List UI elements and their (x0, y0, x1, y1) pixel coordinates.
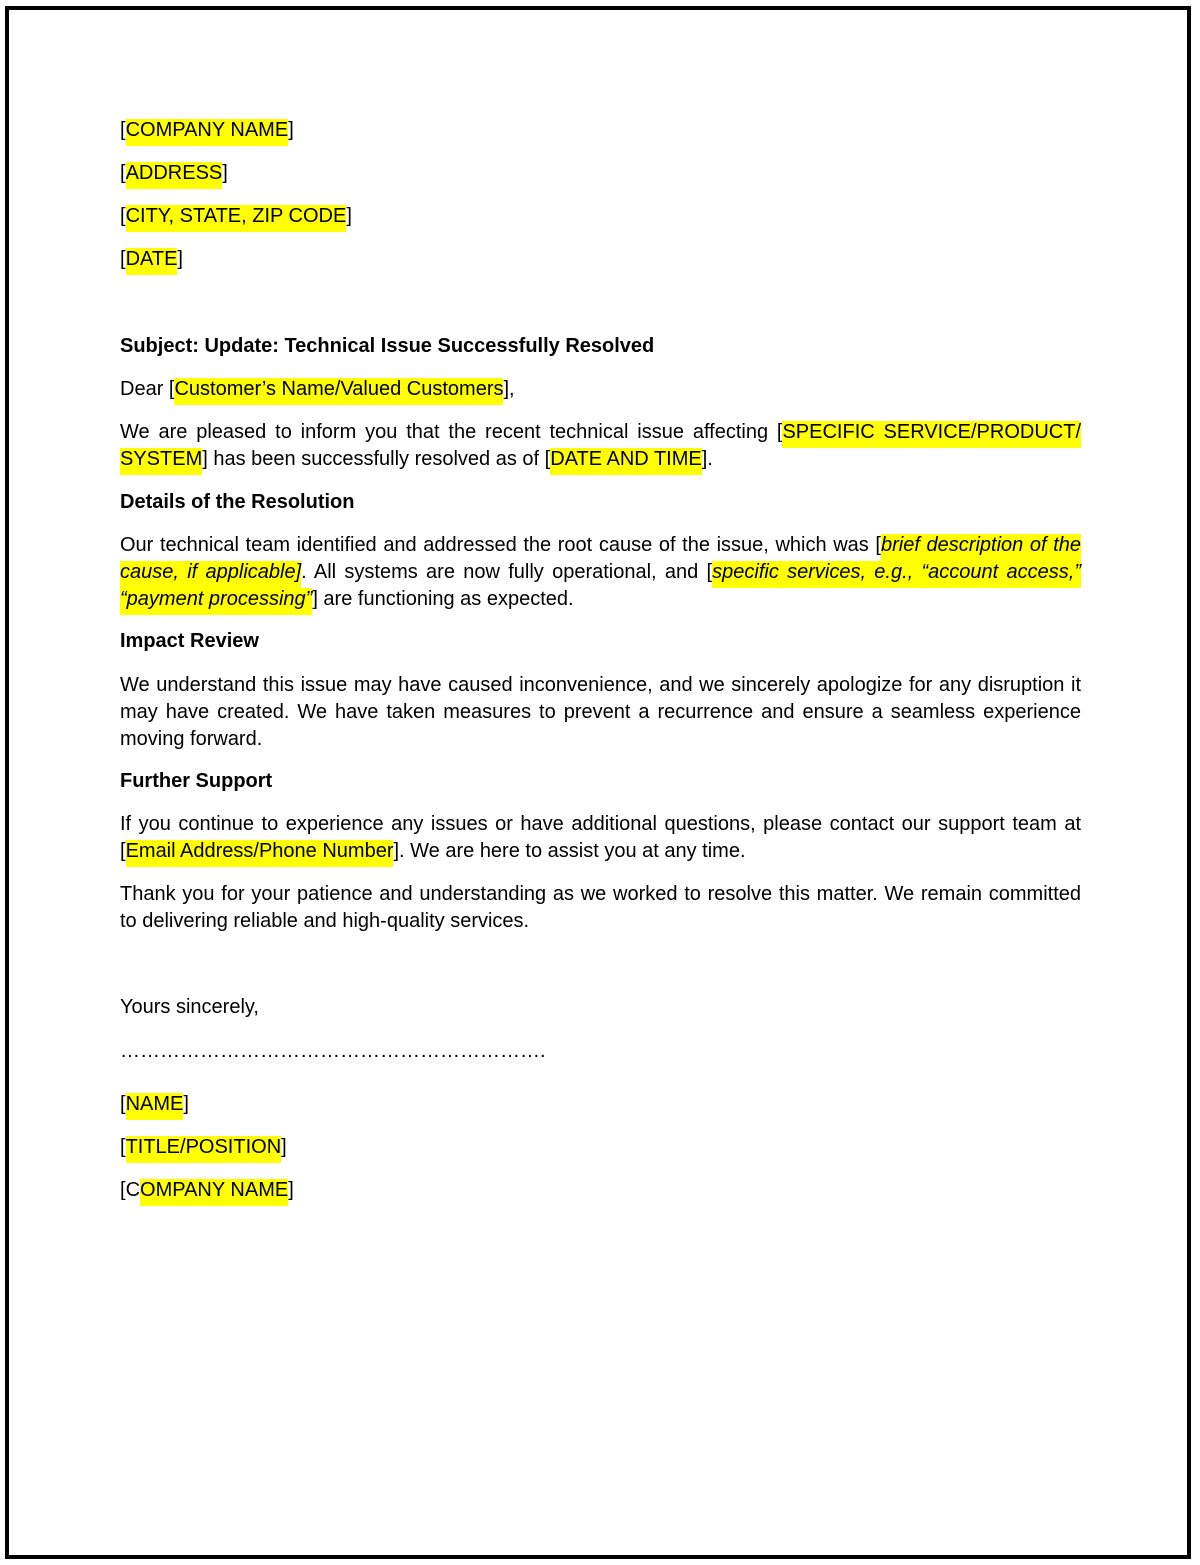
greeting-line (120, 376, 515, 403)
support-heading: Further Support (120, 770, 273, 792)
closing-paragraph: Thank you for your patience and understanding as we worked to resolve this matter. We remain committed to delivering reliable and high-quality services. (120, 883, 1081, 932)
header-city-line: [CITY, STATE, ZIP CODE] (120, 203, 352, 230)
recipient-placeholder: Customer’s Name/Valued Customers (174, 378, 503, 405)
intro-paragraph (120, 419, 1081, 473)
service-placeholder: SPECIFIC SERVICE/PRODUCT/ SYSTEM (120, 421, 1081, 475)
subject-line: Subject: Update: Technical Issue Successfully Resolved (120, 335, 655, 357)
city-state-zip-placeholder: CITY, STATE, ZIP CODE (126, 205, 347, 232)
title-placeholder: TITLE/POSITION (126, 1136, 282, 1163)
intro-text-3: ]. (701, 448, 713, 470)
contact-placeholder: Email Address/Phone Number (126, 840, 394, 867)
services-placeholder: specific services, e.g., “account access,” “payment processing” (120, 561, 1081, 615)
signature-line: ………………………………………………………. (120, 1040, 546, 1062)
intro-text-2: ] has been successfully resolved as of [ (202, 448, 551, 470)
signoff: Yours sincerely, (120, 996, 259, 1018)
signature-company-prefix: C (125, 1179, 141, 1201)
company-name-placeholder: COMPANY NAME (126, 119, 289, 146)
details-paragraph (120, 532, 1081, 613)
intro-text-1: We are pleased to inform you that the recent technical issue affecting [ (120, 421, 783, 443)
signature-title-line: [TITLE/POSITION] (120, 1134, 287, 1161)
signature-company-placeholder: OMPANY NAME (140, 1179, 288, 1206)
greeting-prefix: Dear [ (120, 378, 175, 400)
name-placeholder: NAME (126, 1093, 184, 1120)
cause-placeholder: brief description of the cause, if applicable] (120, 534, 1081, 588)
greeting-suffix: ], (503, 378, 515, 400)
support-text-1: If you continue to experience any issues or have additional questions, please contact our support team at [ (120, 813, 1081, 862)
header-company-line: [COMPANY NAME] (120, 117, 294, 144)
signature-company-line: [COMPANY NAME] (120, 1177, 294, 1204)
header-address-line: [ADDRESS] (120, 160, 228, 187)
date-time-placeholder: DATE AND TIME (550, 448, 702, 475)
details-text-2: . All systems are now fully operational, and [ (301, 561, 713, 583)
address-placeholder: ADDRESS (126, 162, 223, 189)
support-paragraph (120, 811, 1081, 865)
signature-name-line: [NAME] (120, 1091, 189, 1118)
date-placeholder: DATE (126, 248, 178, 275)
details-text-1: Our technical team identified and addressed the root cause of the issue, which was [ (120, 534, 881, 556)
support-text-2: ]. We are here to assist you at any time. (393, 840, 746, 862)
header-date-line: [DATE] (120, 246, 183, 273)
impact-paragraph: We understand this issue may have caused inconvenience, and we sincerely apologize for any disruption it may have created. We have taken measures to prevent a recurrence and ensure a seamless experience moving forward. (120, 674, 1081, 750)
impact-heading: Impact Review (120, 630, 259, 652)
details-text-3: ] are functioning as expected. (312, 588, 574, 610)
details-heading: Details of the Resolution (120, 491, 355, 513)
